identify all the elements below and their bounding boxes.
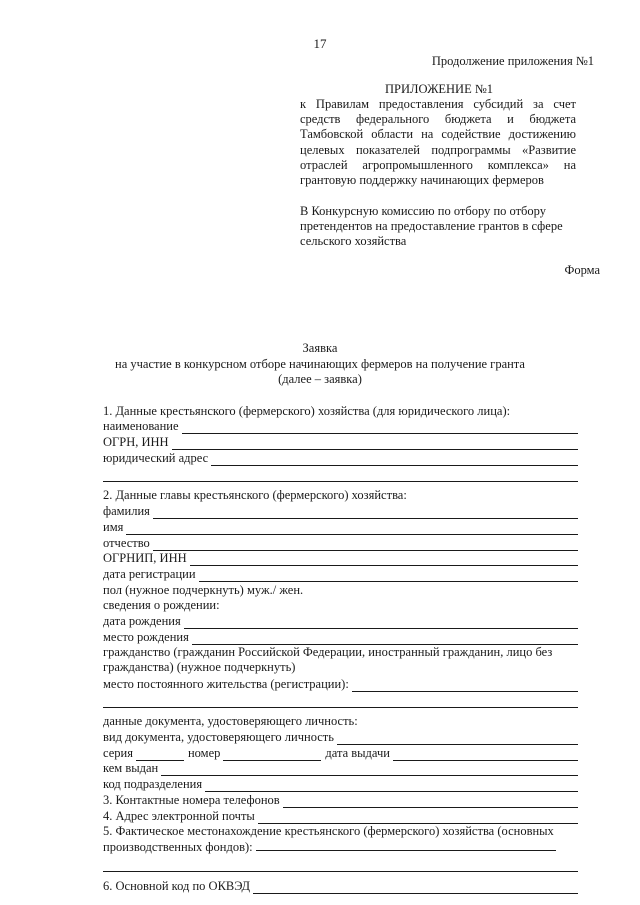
phones-row [103, 792, 578, 808]
dept-code-label: код подразделения [103, 777, 203, 792]
ogrn-row [103, 434, 578, 450]
org-name-label: наименование [103, 419, 179, 434]
legal-address-continuation-field[interactable] [103, 466, 578, 482]
gender-label: пол (нужное подчеркнуть) муж./ жен. [103, 582, 304, 597]
birth-date-row [103, 613, 578, 629]
birth-place-field[interactable] [192, 633, 578, 645]
issued-by-row [103, 761, 578, 777]
surname-row [103, 503, 578, 519]
id-type-row [103, 729, 578, 745]
dept-code-field[interactable] [205, 780, 578, 792]
appendix-text: к Правилам предоставления субсидий за счет средств федерального бюджета и бюджета Тамбовской области на содействие достижению целевых показателей подпрограммы «Развитие отраслей агропромышленного комплекса» на грантовую поддержку начинающих фермеров [300, 97, 576, 188]
dept-code-row [103, 776, 578, 792]
first-name-label: имя [103, 519, 124, 534]
issue-date-field[interactable] [393, 749, 578, 761]
birth-info-row [103, 598, 578, 614]
continuation-label: Продолжение приложения №1 [431, 54, 594, 68]
birth-place-row [103, 629, 578, 645]
ogrnip-row [103, 551, 578, 567]
series-label: серия [103, 745, 133, 760]
residence-continuation-field[interactable] [103, 692, 578, 708]
patronymic-label: отчество [103, 535, 150, 550]
registration-date-field[interactable] [199, 570, 578, 582]
issued-by-label: кем выдан [103, 761, 159, 776]
issued-by-field[interactable] [161, 764, 578, 776]
okved-row [103, 878, 578, 894]
application-subtitle-line1: на участие в конкурсном отборе начинающих фермеров на получение гранта [115, 357, 525, 371]
org-name-row [103, 419, 578, 435]
ogrnip-label: ОГРНИП, ИНН [103, 551, 187, 566]
application-subtitle-line2: (далее – заявка) [278, 372, 362, 386]
okved-label: 6. Основной код по ОКВЭД [103, 878, 250, 893]
patronymic-row [103, 535, 578, 551]
application-subtitle [0, 357, 640, 387]
gender-row [103, 582, 578, 598]
email-row [103, 808, 578, 824]
location-label: 5. Фактическое местонахождение крестьянского (фермерского) хозяйства (основных производственных фондов): [103, 823, 554, 855]
residence-field[interactable] [352, 680, 578, 692]
section1-heading: 1. Данные крестьянского (фермерского) хозяйства (для юридического лица): [103, 403, 511, 418]
birth-place-label: место рождения [103, 629, 189, 644]
email-label: 4. Адрес электронной почты [103, 808, 255, 823]
patronymic-field[interactable] [153, 539, 578, 551]
surname-field[interactable] [153, 507, 578, 519]
first-name-row [103, 519, 578, 535]
number-label: номер [187, 745, 221, 760]
series-field[interactable] [136, 749, 184, 761]
legal-address-label: юридический адрес [103, 450, 209, 465]
birth-date-label: дата рождения [103, 613, 181, 628]
id-type-label: вид документа, удостоверяющего личность [103, 730, 334, 745]
registration-date-label: дата регистрации [103, 566, 196, 581]
appendix-title: ПРИЛОЖЕНИЕ №1 [385, 82, 494, 96]
page-number: 17 [313, 36, 327, 51]
commission-address: В Конкурсную комиссию по отбору по отбору претендентов на предоставление грантов в сфере сельского хозяйства [300, 204, 563, 249]
form-label: Форма [564, 263, 600, 277]
registration-date-row [103, 566, 578, 582]
phones-label: 3. Контактные номера телефонов [103, 792, 280, 807]
legal-address-field[interactable] [211, 454, 578, 466]
ogrn-field[interactable] [172, 438, 578, 450]
legal-address-row [103, 450, 578, 466]
first-name-field[interactable] [126, 523, 578, 535]
citizenship-label: гражданство (гражданин Российской Федерации, иностранный гражданин, лицо без гражданства) (нужное подчеркнуть) [103, 644, 553, 675]
passport-row [103, 745, 578, 761]
ogrnip-field[interactable] [190, 554, 578, 566]
residence-row [103, 676, 578, 692]
phones-field[interactable] [283, 796, 578, 808]
section2-heading: 2. Данные главы крестьянского (фермерского) хозяйства: [103, 488, 407, 503]
id-doc-heading: данные документа, удостоверяющего личность: [103, 714, 358, 729]
location-field[interactable] [256, 839, 556, 851]
birth-info-label: сведения о рождении: [103, 598, 220, 613]
surname-label: фамилия [103, 504, 150, 519]
number-field[interactable] [223, 749, 321, 761]
location-row [103, 824, 578, 856]
application-title: Заявка [302, 341, 338, 355]
okved-field[interactable] [253, 882, 578, 894]
email-field[interactable] [258, 812, 578, 824]
residence-label: место постоянного жительства (регистрации): [103, 676, 349, 691]
issue-date-label: дата выдачи [325, 745, 390, 760]
location-continuation-field[interactable] [103, 856, 578, 872]
application-form [103, 403, 578, 894]
id-type-field[interactable] [337, 733, 578, 745]
org-name-field[interactable] [182, 422, 578, 434]
birth-date-field[interactable] [184, 617, 578, 629]
ogrn-label: ОГРН, ИНН [103, 435, 169, 450]
